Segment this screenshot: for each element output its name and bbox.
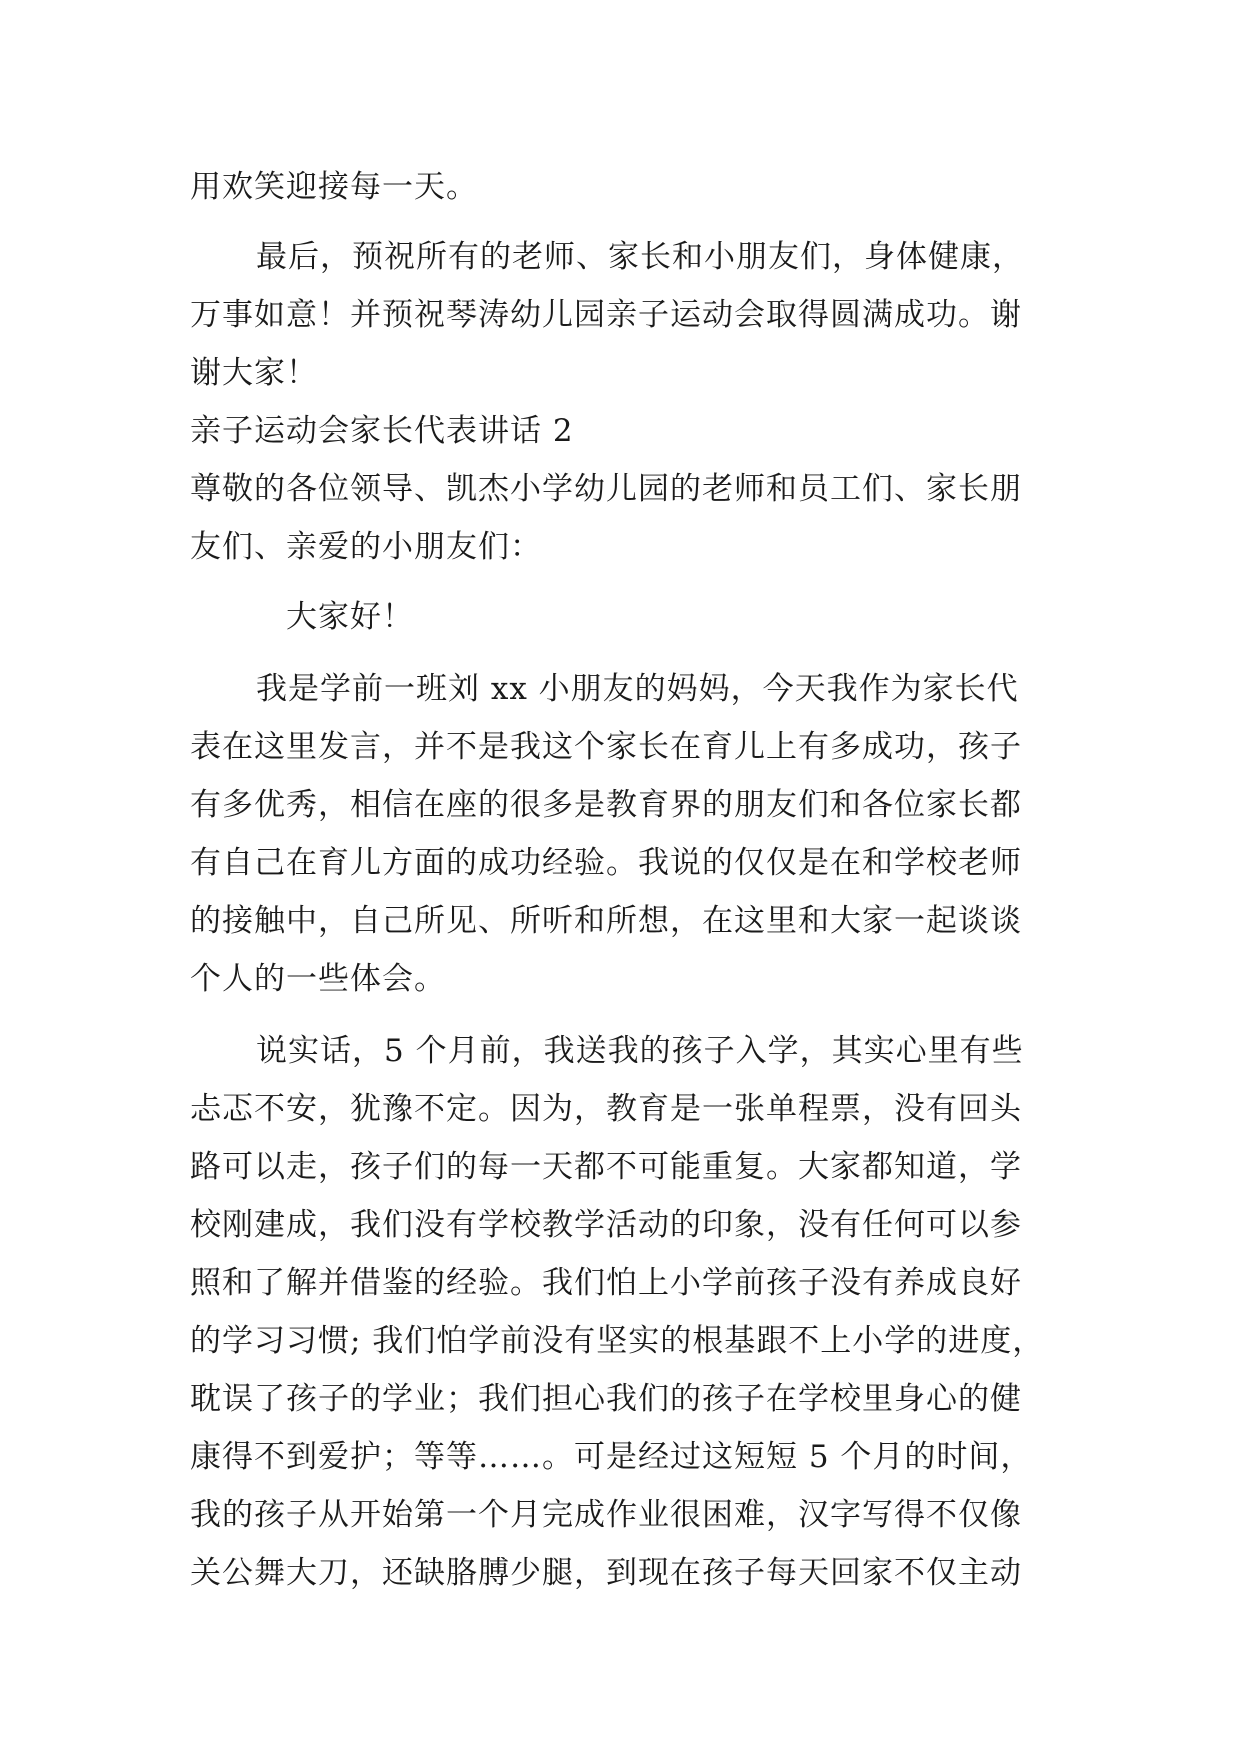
document-body [190,158,1050,1602]
paragraph-line: 用欢笑迎接每一天。 [190,169,478,205]
paragraph-line: 有自己在育儿方面的成功经验。我说的仅仅是在和学校老师 [190,845,1022,881]
paragraph-line: 路可以走，孩子们的每一天都不可能重复。大家都知道，学 [190,1149,1022,1185]
paragraph-line: 万事如意！并预祝琴涛幼儿园亲子运动会取得圆满成功。谢 [190,297,1022,333]
paragraph-line: 说实话，5 个月前，我送我的孩子入学，其实心里有些 [256,1033,1024,1069]
salutation-line: 尊敬的各位领导、凯杰小学幼儿园的老师和员工们、家长朋 [190,471,1022,507]
paragraph-line: 表在这里发言，并不是我这个家长在育儿上有多成功，孩子 [190,729,1022,765]
salutation-line: 友们、亲爱的小朋友们： [190,529,542,565]
paragraph-line: 个人的一些体会。 [190,961,446,997]
paragraph-line: 的学习习惯; 我们怕学前没有坚实的根基跟不上小学的进度， [190,1323,1045,1359]
paragraph-line: 谢大家！ [190,355,318,391]
paragraph-line: 我的孩子从开始第一个月完成作业很困难，汉字写得不仅像 [190,1497,1022,1533]
paragraph-line: 耽误了孩子的学业；我们担心我们的孩子在学校里身心的健 [190,1381,1022,1417]
paragraph-line: 照和了解并借鉴的经验。我们怕上小学前孩子没有养成良好 [190,1265,1022,1301]
paragraph-line: 校刚建成，我们没有学校教学活动的印象，没有任何可以参 [190,1207,1022,1243]
paragraph-line: 最后，预祝所有的老师、家长和小朋友们，身体健康， [256,239,1024,275]
paragraph-line: 关公舞大刀，还缺胳膊少腿，到现在孩子每天回家不仅主动 [190,1555,1022,1591]
paragraph-line: 有多优秀，相信在座的很多是教育界的朋友们和各位家长都 [190,787,1022,823]
paragraph-line: 忐忑不安，犹豫不定。因为，教育是一张单程票，没有回头 [190,1091,1022,1127]
paragraph-line: 我是学前一班刘 xx 小朋友的妈妈，今天我作为家长代 [256,671,1019,707]
greeting-line: 大家好！ [286,599,414,635]
section-heading: 亲子运动会家长代表讲话 2 [190,413,574,449]
paragraph-line: 康得不到爱护；等等……。可是经过这短短 5 个月的时间， [190,1439,1033,1475]
paragraph-line: 的接触中，自己所见、所听和所想，在这里和大家一起谈谈 [190,903,1022,939]
